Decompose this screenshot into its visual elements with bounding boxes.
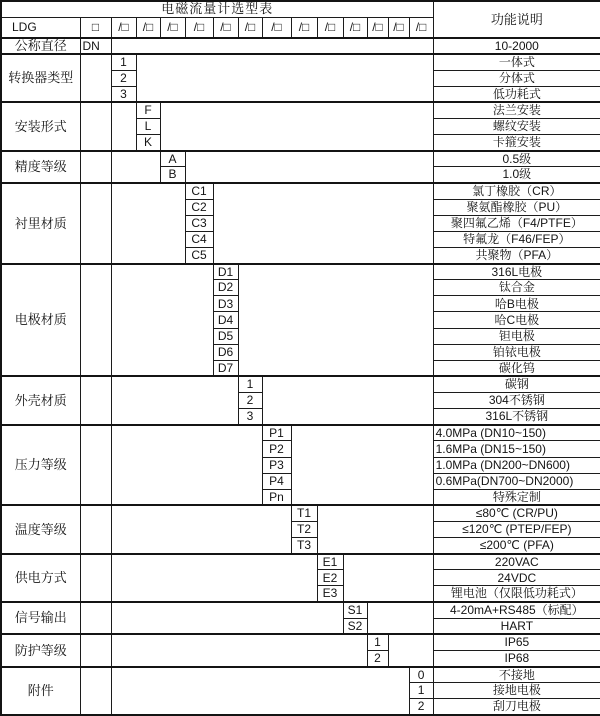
group-label: 温度等级 (1, 505, 80, 553)
code-cell: T3 (291, 538, 317, 554)
code-cell: P4 (262, 473, 291, 489)
code-cell: S2 (343, 618, 367, 634)
slash-box: /□ (111, 17, 136, 38)
description-cell: 304不锈钢 (433, 393, 600, 409)
function-column-header: 功能说明 (433, 1, 600, 38)
code-cell: P1 (262, 425, 291, 441)
code-cell: F (136, 102, 160, 118)
group-label: 附件 (1, 667, 80, 715)
description-cell: 接地电极 (433, 683, 600, 699)
description-cell: 316L不锈钢 (433, 409, 600, 425)
code-cell: 1 (367, 634, 388, 650)
empty-cell (80, 151, 111, 183)
code-cell: T2 (291, 522, 317, 538)
description-cell: 共聚物（PFA） (433, 247, 600, 263)
code-cell: E1 (317, 554, 343, 570)
empty-cell (111, 183, 185, 264)
description-cell: 法兰安装 (433, 102, 600, 118)
empty-cell (262, 376, 433, 424)
group-label: 衬里材质 (1, 183, 80, 264)
empty-cell (80, 183, 111, 264)
description-cell: 碳化钨 (433, 360, 600, 376)
code-cell: D3 (213, 296, 238, 312)
description-cell: 4.0MPa (DN10~150) (433, 425, 600, 441)
description-cell: 10-2000 (433, 38, 600, 54)
group-label: 供电方式 (1, 554, 80, 602)
empty-cell (80, 554, 111, 602)
description-cell: 氯丁橡胶（CR） (433, 183, 600, 199)
code-cell: P3 (262, 457, 291, 473)
empty-cell (343, 554, 433, 602)
description-cell: 刮刀电极 (433, 699, 600, 715)
description-cell: 一体式 (433, 54, 600, 70)
code-cell: 2 (367, 650, 388, 666)
description-cell: ≤80℃ (CR/PU) (433, 505, 600, 521)
description-cell: 特氟龙（F46/FEP） (433, 231, 600, 247)
code-cell: C3 (185, 215, 213, 231)
group-label: 防护等级 (1, 634, 80, 666)
description-cell: 锂电池（仅限低功耗式） (433, 586, 600, 602)
slash-box: /□ (291, 17, 317, 38)
group-electrode-material (1, 264, 600, 377)
description-cell: 钛合金 (433, 280, 600, 296)
empty-cell (111, 602, 343, 634)
empty-cell (80, 602, 111, 634)
empty-cell (213, 183, 433, 264)
code-cell: K (136, 135, 160, 151)
group-label: 压力等级 (1, 425, 80, 506)
empty-cell (80, 264, 111, 377)
description-cell: IP68 (433, 650, 600, 666)
code-cell: D7 (213, 360, 238, 376)
slash-box: /□ (238, 17, 262, 38)
code-cell: 3 (111, 86, 136, 102)
description-cell: 聚四氟乙烯（F4/PTFE） (433, 215, 600, 231)
empty-cell (136, 54, 433, 102)
group-label: 公称直径 (1, 38, 80, 54)
group-protection-rating (1, 634, 600, 666)
description-cell: 1.0MPa (DN200~DN600) (433, 457, 600, 473)
group-label: 转换器类型 (1, 54, 80, 102)
empty-cell (367, 602, 433, 634)
empty-cell (111, 505, 291, 553)
group-power-supply (1, 554, 600, 602)
code-cell: C1 (185, 183, 213, 199)
description-cell: 哈C电极 (433, 312, 600, 328)
description-cell: 220VAC (433, 554, 600, 570)
slash-box: /□ (367, 17, 388, 38)
empty-cell (80, 505, 111, 553)
code-cell: D1 (213, 264, 238, 280)
empty-cell (111, 102, 136, 150)
slash-box: /□ (213, 17, 238, 38)
group-converter-type (1, 54, 600, 102)
empty-cell (80, 667, 111, 715)
slash-box: /□ (409, 17, 433, 38)
code-cell: C2 (185, 199, 213, 215)
code-cell: 0 (409, 667, 433, 683)
description-cell: 低功耗式 (433, 86, 600, 102)
description-cell: 铂铱电极 (433, 344, 600, 360)
code-cell: 1 (238, 376, 262, 392)
description-cell: HART (433, 618, 600, 634)
code-cell: D2 (213, 280, 238, 296)
code-cell: T1 (291, 505, 317, 521)
code-cell: B (160, 167, 185, 183)
empty-cell (111, 151, 160, 183)
empty-cell (291, 425, 433, 506)
empty-cell (111, 634, 367, 666)
description-cell: 卡箍安装 (433, 135, 600, 151)
empty-cell (80, 376, 111, 424)
code-cell: Pn (262, 489, 291, 505)
description-cell: 聚氨酯橡胶（PU） (433, 199, 600, 215)
slash-box: /□ (136, 17, 160, 38)
code-cell: D6 (213, 344, 238, 360)
description-cell: 分体式 (433, 70, 600, 86)
empty-cell (80, 425, 111, 506)
code-cell: DN (80, 38, 111, 54)
group-housing-material (1, 376, 600, 424)
code-cell: E2 (317, 570, 343, 586)
slash-box: /□ (160, 17, 185, 38)
empty-cell (317, 505, 433, 553)
description-cell: IP65 (433, 634, 600, 650)
group-label: 电极材质 (1, 264, 80, 377)
description-cell: 316L电极 (433, 264, 600, 280)
code-cell: D5 (213, 328, 238, 344)
code-cell: 1 (111, 54, 136, 70)
description-cell: ≤200℃ (PFA) (433, 538, 600, 554)
slash-box: /□ (343, 17, 367, 38)
empty-cell (80, 54, 111, 102)
description-cell: 0.5级 (433, 151, 600, 167)
description-cell: 不接地 (433, 667, 600, 683)
code-cell: A (160, 151, 185, 167)
empty-cell (388, 634, 433, 666)
slash-box: /□ (262, 17, 291, 38)
empty-cell (111, 376, 238, 424)
group-signal-output (1, 602, 600, 634)
description-cell: 0.6MPa(DN700~DN2000) (433, 473, 600, 489)
empty-cell (160, 102, 433, 150)
code-cell: E3 (317, 586, 343, 602)
empty-cell (111, 264, 213, 377)
empty-cell (111, 667, 409, 715)
empty-cell (111, 425, 262, 506)
group-pressure-rating (1, 425, 600, 506)
empty-cell (185, 151, 433, 183)
description-cell: 特殊定制 (433, 489, 600, 505)
code-cell: C4 (185, 231, 213, 247)
group-installation-type (1, 102, 600, 150)
group-temperature-rating (1, 505, 600, 553)
order-box: □ (80, 17, 111, 38)
empty-cell (238, 264, 433, 377)
code-cell: D4 (213, 312, 238, 328)
description-cell: 哈B电极 (433, 296, 600, 312)
description-cell: ≤120℃ (PTEP/FEP) (433, 522, 600, 538)
slash-box: /□ (317, 17, 343, 38)
group-label: 信号输出 (1, 602, 80, 634)
description-cell: 碳钢 (433, 376, 600, 392)
description-cell: 1.0级 (433, 167, 600, 183)
group-label: 安装形式 (1, 102, 80, 150)
code-cell: 2 (238, 393, 262, 409)
empty-cell (111, 38, 433, 54)
code-cell: S1 (343, 602, 367, 618)
group-accessories (1, 667, 600, 715)
group-label: 精度等级 (1, 151, 80, 183)
group-accuracy-class (1, 151, 600, 183)
code-cell: C5 (185, 247, 213, 263)
slash-box: /□ (388, 17, 409, 38)
description-cell: 钽电极 (433, 328, 600, 344)
description-cell: 24VDC (433, 570, 600, 586)
code-cell: 2 (111, 70, 136, 86)
code-cell: 3 (238, 409, 262, 425)
empty-cell (80, 634, 111, 666)
description-cell: 4-20mA+RS485（标配） (433, 602, 600, 618)
slash-box: /□ (185, 17, 213, 38)
group-nominal-diameter (1, 38, 600, 54)
code-cell: L (136, 119, 160, 135)
table-title: 电磁流量计选型表 (1, 1, 433, 17)
description-cell: 1.6MPa (DN15~150) (433, 441, 600, 457)
group-lining-material (1, 183, 600, 264)
code-cell: 2 (409, 699, 433, 715)
empty-cell (111, 554, 317, 602)
model-prefix: LDG (1, 17, 80, 38)
code-cell: P2 (262, 441, 291, 457)
code-cell: 1 (409, 683, 433, 699)
group-label: 外壳材质 (1, 376, 80, 424)
description-cell: 螺纹安装 (433, 119, 600, 135)
empty-cell (80, 102, 111, 150)
